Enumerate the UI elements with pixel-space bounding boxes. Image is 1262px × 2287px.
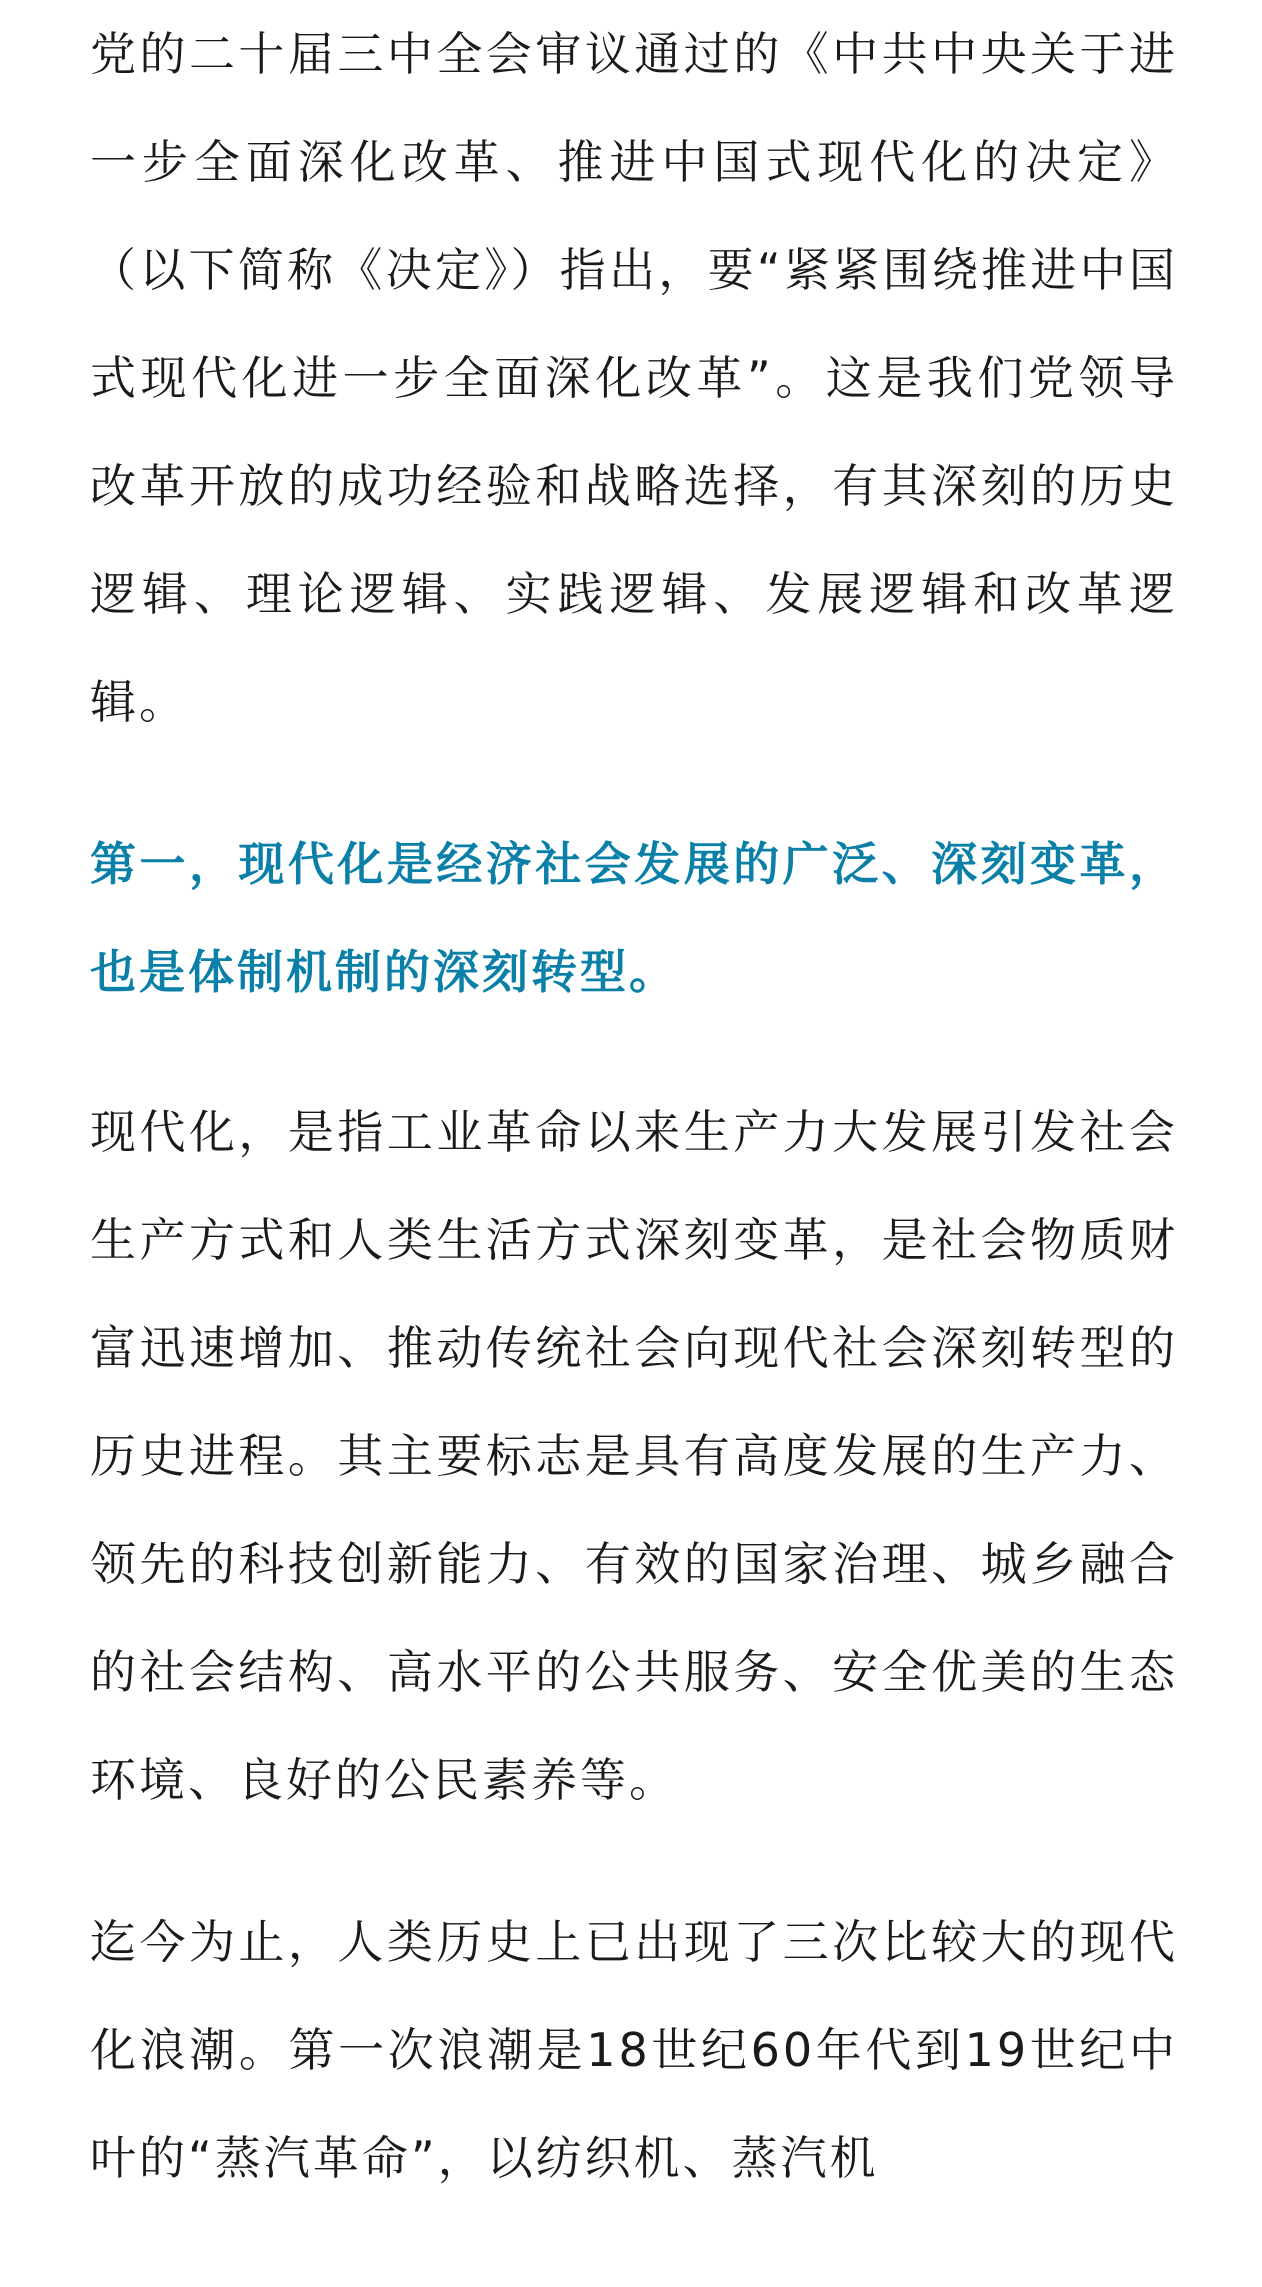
- article-paragraph-intro: 党的二十届三中全会审议通过的《中共中央关于进一步全面深化改革、推进中国式现代化的决定》（以下简称《决定》）指出，要“紧紧围绕推进中国式现代化进一步全面深化改革”。这是我们党领导改革开放的成功经验和战略选择，有其深刻的历史逻辑、理论逻辑、实践逻辑、发展逻辑和改革逻辑。: [90, 27, 1178, 729]
- article-body: [90, 0, 1178, 2212]
- article-paragraph-modernization-definition: 现代化，是指工业革命以来生产力大发展引发社会生产方式和人类生活方式深刻变革，是社会物质财富迅速增加、推动传统社会向现代社会深刻转型的历史进程。其主要标志是具有高度发展的生产力、领先的科技创新能力、有效的国家治理、城乡融合的社会结构、高水平的公共服务、安全优美的生态环境、良好的公民素养等。: [90, 1105, 1178, 1807]
- article-paragraph-modernization-waves: 迄今为止，人类历史上已出现了三次比较大的现代化浪潮。第一次浪潮是18世纪60年代到19世纪中叶的“蒸汽革命”，以纺织机、蒸汽机: [90, 1915, 1178, 2185]
- section-heading-first: 第一，现代化是经济社会发展的广泛、深刻变革，也是体制机制的深刻转型。: [90, 837, 1178, 999]
